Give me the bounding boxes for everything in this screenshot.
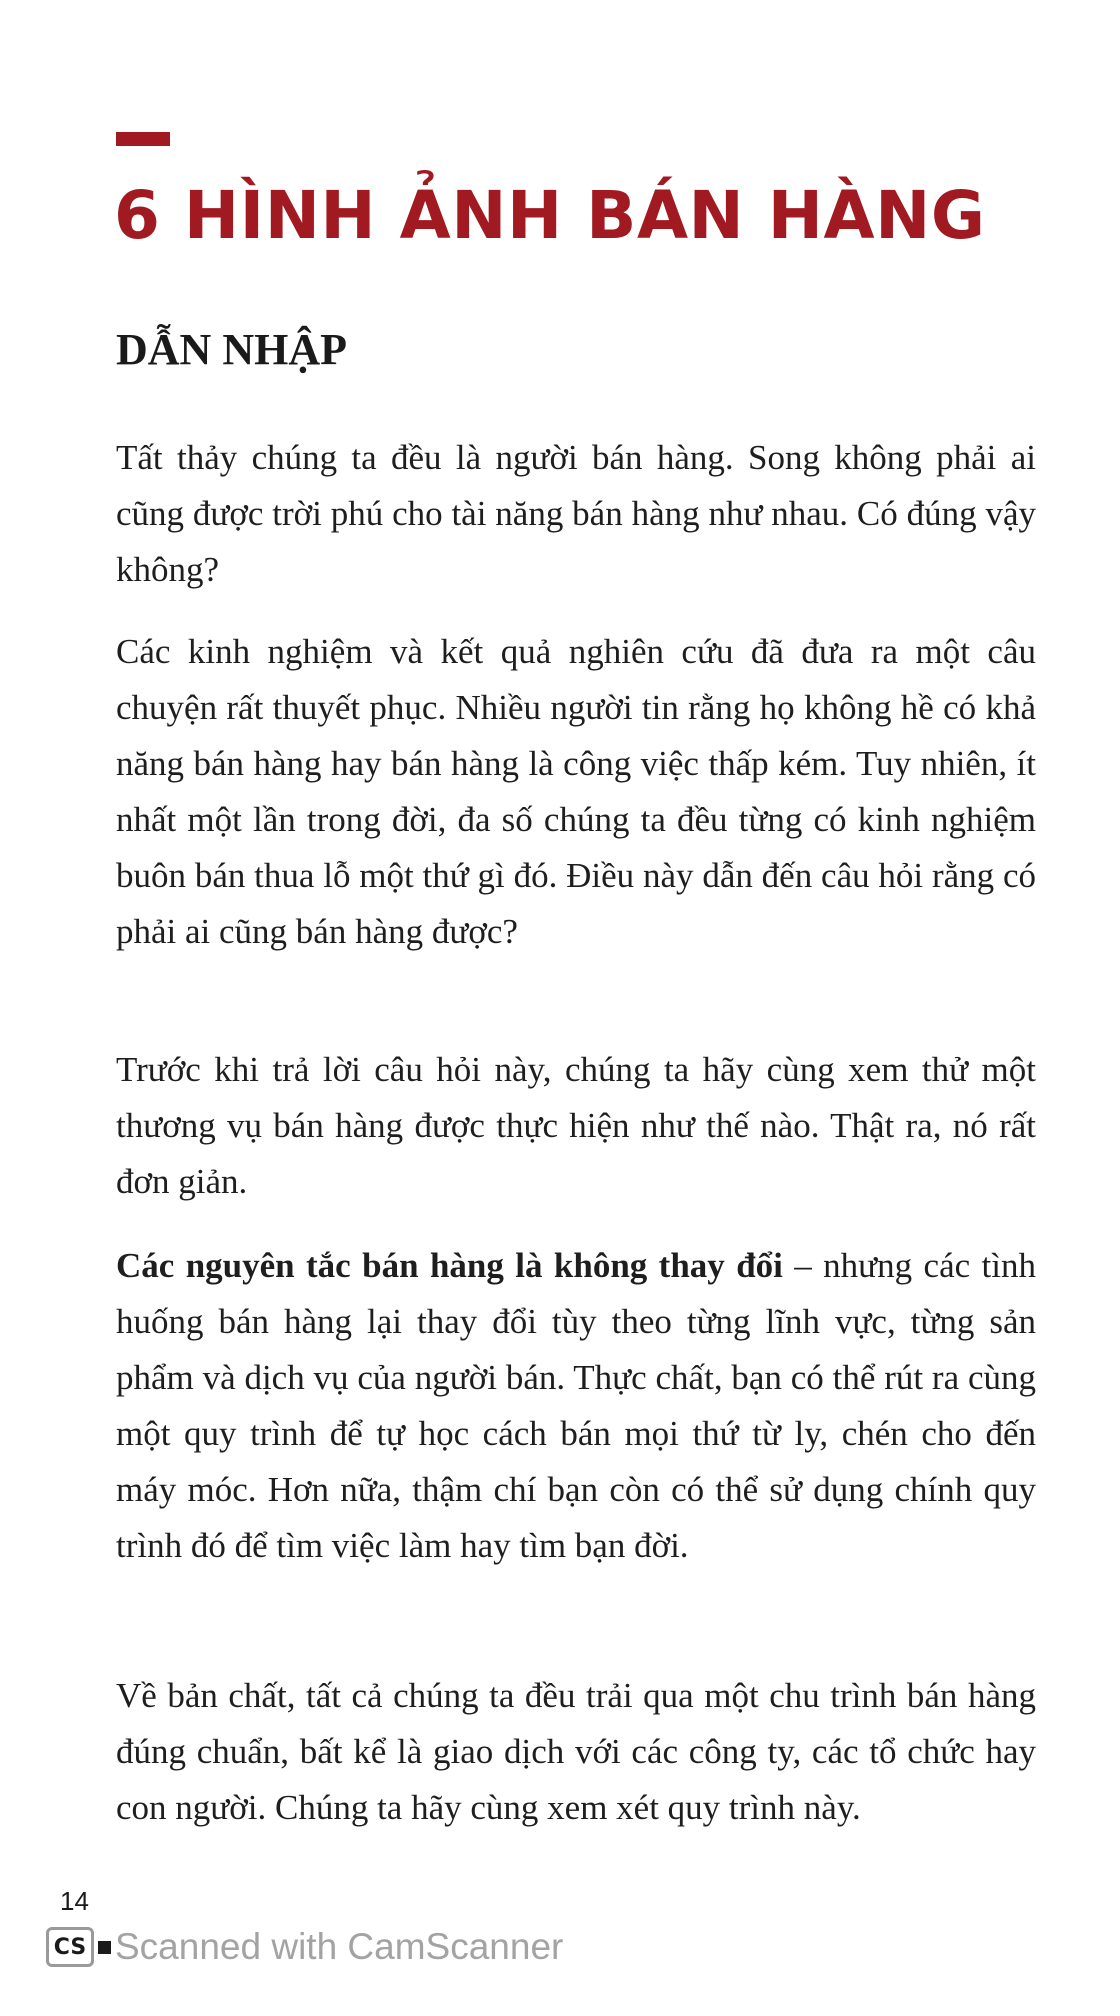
paragraph-4 — [116, 1238, 1036, 1574]
paragraph-4-bold-lead: Các nguyên tắc bán hàng là không thay đổi — [116, 1246, 783, 1285]
logo-square-icon — [98, 1941, 111, 1954]
chapter-title: 6 HÌNH ẢNH BÁN HÀNG — [114, 177, 986, 254]
paragraph-4-rest: – nhưng các tình huống bán hàng lại thay đổi tùy theo từng lĩnh vực, từng sản phẩm và dịch vụ của người bán. Thực chất, bạn có thể rút ra cùng một quy trình để tự học cách bán mọi thứ từ ly, chén cho đến máy móc. Hơn nữa, thậm chí bạn còn có thể sử dụng chính quy trình đó để tìm việc làm hay tìm bạn đời. — [116, 1246, 1036, 1565]
camscanner-watermark — [46, 1926, 563, 1968]
paragraph-5: Về bản chất, tất cả chúng ta đều trải qua một chu trình bán hàng đúng chuẩn, bất kể là giao dịch với các công ty, các tổ chức hay con người. Chúng ta hãy cùng xem xét quy trình này. — [116, 1676, 1036, 1827]
chapter-accent-bar — [116, 132, 170, 146]
section-heading: DẪN NHẬP — [116, 325, 347, 374]
paragraph-1: Tất thảy chúng ta đều là người bán hàng. Song không phải ai cũng được trời phú cho tài năng bán hàng như nhau. Có đúng vậy không? — [116, 438, 1036, 589]
paragraph-2: Các kinh nghiệm và kết quả nghiên cứu đã đưa ra một câu chuyện rất thuyết phục. Nhiều người tin rằng họ không hề có khả năng bán hàng hay bán hàng là công việc thấp kém. Tuy nhiên, ít nhất một lần trong đời, đa số chúng ta đều từng có kinh nghiệm buôn bán thua lỗ một thứ gì đó. Điều này dẫn đến câu hỏi rằng có phải ai cũng bán hàng được? — [116, 632, 1036, 951]
page-number: 14 — [60, 1886, 89, 1916]
watermark-text: Scanned with CamScanner — [115, 1926, 564, 1967]
camscanner-logo-icon: CS — [46, 1927, 94, 1967]
paragraph-3: Trước khi trả lời câu hỏi này, chúng ta hãy cùng xem thử một thương vụ bán hàng được thực hiện như thế nào. Thật ra, nó rất đơn giản. — [116, 1050, 1036, 1201]
